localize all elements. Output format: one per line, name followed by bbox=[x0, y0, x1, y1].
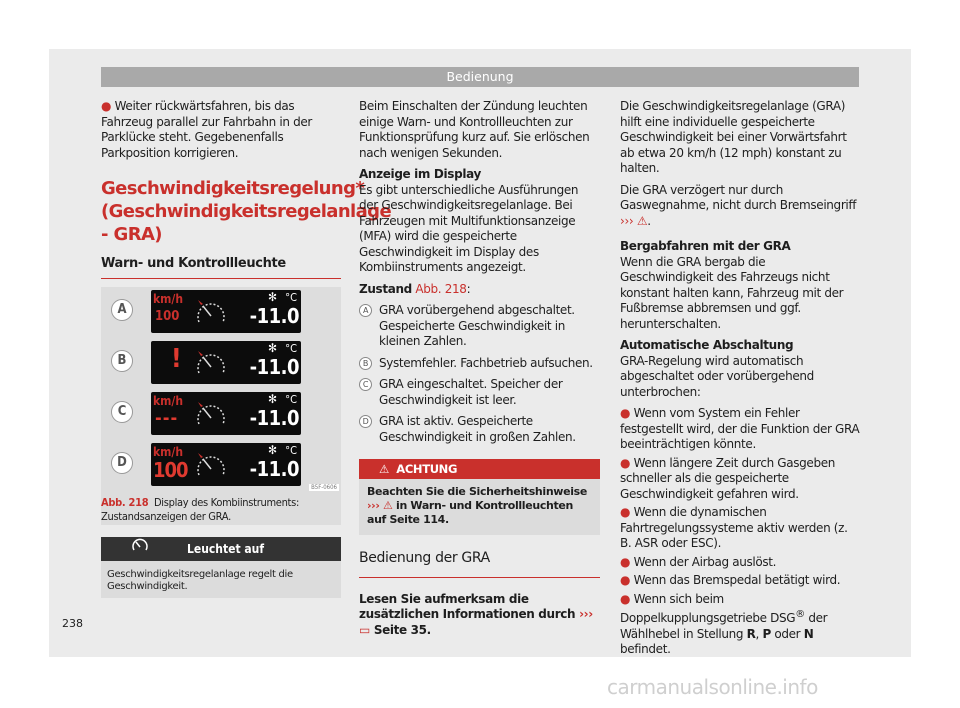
list-item: ● Wenn das Bremspedal betätigt wird. bbox=[620, 573, 841, 587]
bullet-icon: ● bbox=[620, 573, 631, 587]
kmh-label: km/h bbox=[153, 292, 184, 306]
chevron-link-icon[interactable]: ››› bbox=[620, 213, 634, 228]
empty-speed-value: --- bbox=[155, 408, 179, 429]
state-item-a: A GRA vorübergehend abgeschaltet. Gespeicherte Geschwindigkeit in kleinen Zahlen. bbox=[359, 303, 600, 350]
figure-link[interactable]: Abb. 218 bbox=[415, 281, 467, 296]
caption-text: Display des Kombiinstruments: Zustandsanzeigen der GRA. bbox=[101, 496, 300, 523]
row-letter: B bbox=[111, 350, 133, 372]
section-header: Bedienung bbox=[101, 67, 859, 87]
brake-paragraph: Die GRA verzögert nur durch Gaswegnahme, nicht durch Bremseingriff ››› ⚠. bbox=[620, 182, 857, 228]
speedometer-icon bbox=[193, 347, 229, 379]
bullet-icon: ● bbox=[620, 455, 631, 470]
speed-value: 100 bbox=[153, 458, 188, 482]
indicator-table-body: Geschwindigkeitsregelanlage regelt die Geschwindigkeit. bbox=[101, 561, 341, 598]
bullet-icon: ● bbox=[620, 505, 631, 519]
temp-unit: °C bbox=[285, 291, 297, 304]
display-row-c bbox=[101, 389, 341, 438]
bullet-icon: ● bbox=[620, 406, 631, 420]
watermark: carmanualsonline.info bbox=[607, 675, 818, 699]
list-item: ● Wenn sich beim Doppelkupplungsgetriebe DSG® der Wählhebel in Stellung R, P oder N befindet. bbox=[620, 591, 828, 656]
indicator-table-header bbox=[101, 537, 341, 561]
sub-heading: Warn- und Kontrollleuchte bbox=[101, 256, 341, 279]
row-letter: A bbox=[111, 299, 133, 321]
warning-box bbox=[359, 459, 600, 535]
column-1 bbox=[101, 99, 392, 279]
display-row-a bbox=[101, 287, 341, 336]
row-letter: D bbox=[111, 452, 133, 474]
state-item-d: D GRA ist aktiv. Gespeicherte Geschwindigkeit in großen Zahlen. bbox=[359, 414, 600, 445]
temp-unit: °C bbox=[285, 342, 297, 355]
auto-off-paragraph: GRA-Regelung wird automatisch abgeschaltet oder vorübergehend unterbrochen: bbox=[620, 353, 814, 399]
display-heading: Anzeige im Display bbox=[359, 167, 481, 181]
chevron-link-icon[interactable]: ››› bbox=[367, 499, 380, 512]
list-item: ● Wenn der Airbag auslöst. bbox=[620, 554, 777, 569]
temperature-value: -11.0 bbox=[249, 406, 299, 430]
speedometer-icon bbox=[193, 296, 229, 328]
speedometer-icon bbox=[101, 537, 179, 561]
temperature-value: -11.0 bbox=[249, 304, 299, 328]
display-panel bbox=[151, 290, 301, 333]
column-3 bbox=[620, 99, 860, 661]
display-panel bbox=[151, 341, 301, 384]
bullet-paragraph: ● Weiter rückwärtsfahren, bis das Fahrzeug parallel zur Fahrbahn in der Parklücke steht. Gegebenenfalls Parkposition korrigieren. bbox=[101, 99, 312, 160]
speedometer-icon bbox=[193, 398, 229, 430]
downhill-paragraph: Wenn die GRA bergab die Geschwindigkeit des Fahrzeugs nicht konstant halten kann, Fahrzeug mit der Fußbremse abbremsen und ggf. herunterschalten. bbox=[620, 254, 844, 331]
page-number: 238 bbox=[62, 617, 83, 630]
chevron-link-icon[interactable]: ››› bbox=[579, 607, 593, 621]
bullet-icon: ● bbox=[101, 99, 112, 113]
kmh-label: km/h bbox=[153, 445, 184, 459]
kmh-label: km/h bbox=[153, 394, 184, 408]
display-panel bbox=[151, 443, 301, 486]
temperature-value: -11.0 bbox=[249, 457, 299, 481]
zustand-line: Zustand Abb. 218: bbox=[359, 281, 471, 296]
state-item-b: B Systemfehler. Fachbetrieb aufsuchen. bbox=[359, 356, 600, 372]
display-paragraph: Es gibt unterschiedliche Ausführungen der Geschwindigkeitsregelanlage. Bei Fahrzeugen mit Multifunktionsanzeige (MFA) wird die gespeicherte Geschwindigkeit im Display des Kombiinstruments angezeigt. bbox=[359, 182, 579, 274]
main-heading: Geschwindigkeitsregelung* (Geschwindigkeitsregelanlage - GRA) bbox=[101, 178, 392, 245]
intro-paragraph: Beim Einschalten der Zündung leuchten einige Warn- und Kontrollleuchten zur Funktionsprüfung kurz auf. Sie erlöschen nach wenigen Sekunden. bbox=[359, 99, 590, 160]
warning-triangle-icon: ⚠ bbox=[636, 213, 648, 228]
display-panel bbox=[151, 392, 301, 435]
list-item: ● Wenn längere Zeit durch Gasgeben schneller als die gespeicherte Geschwindigkeit gefahren wird. bbox=[620, 455, 836, 501]
state-item-c: C GRA eingeschaltet. Speicher der Geschwindigkeit ist leer. bbox=[359, 377, 600, 408]
speed-value: 100 bbox=[155, 309, 180, 324]
table-header-label: Leuchtet auf bbox=[187, 542, 265, 556]
row-letter: C bbox=[111, 401, 133, 423]
speedometer-icon bbox=[193, 449, 229, 481]
state-letter: D bbox=[359, 415, 372, 428]
temperature-value: -11.0 bbox=[249, 355, 299, 379]
snowflake-icon: ✻ bbox=[267, 341, 277, 355]
bullet-icon: ● bbox=[620, 554, 631, 569]
temp-unit: °C bbox=[285, 444, 297, 457]
figure-code: B5F-0606 bbox=[311, 484, 337, 491]
snowflake-icon: ✻ bbox=[267, 443, 277, 457]
state-letter: A bbox=[359, 304, 372, 317]
display-row-b bbox=[101, 338, 341, 387]
snowflake-icon: ✻ bbox=[267, 290, 277, 304]
error-icon: ! bbox=[171, 344, 182, 374]
state-letter: B bbox=[359, 357, 372, 370]
warning-body: Beachten Sie die Sicherheitshinweise ››› ⚠ in Warn- und Kontrollleuchten auf Seite 114. bbox=[367, 485, 587, 526]
snowflake-icon: ✻ bbox=[267, 392, 277, 406]
state-letter: C bbox=[359, 378, 372, 391]
auto-off-heading: Automatische Abschaltung bbox=[620, 338, 794, 352]
warning-icon: ⚠ bbox=[379, 462, 389, 476]
intro-paragraph: Die Geschwindigkeitsregelanlage (GRA) hilft eine individuelle gespeicherte Geschwindigkeit bei einer Vorwärtsfahrt ab etwa 20 km/h (12 mph) konstant zu halten. bbox=[620, 99, 847, 175]
display-row-d bbox=[101, 440, 341, 489]
downhill-heading: Bergabfahren mit der GRA bbox=[620, 239, 791, 253]
figure-ref: Abb. 218 bbox=[101, 496, 149, 509]
bullet-icon: ● bbox=[620, 591, 631, 606]
temp-unit: °C bbox=[285, 393, 297, 406]
figure-caption bbox=[101, 489, 341, 529]
list-item: ● Wenn die dynamischen Fahrtregelungssysteme aktiv werden (z. B. ASR oder ESC). bbox=[620, 505, 848, 550]
warning-header: ⚠ ACHTUNG bbox=[359, 459, 600, 479]
section-heading: Bedienung der GRA bbox=[359, 551, 600, 578]
list-item: ● Wenn vom System ein Fehler festgestellt wird, der die Funktion der GRA beeinträchtigen könnte. bbox=[620, 406, 860, 451]
column-2 bbox=[359, 99, 600, 644]
warning-triangle-icon: ⚠ bbox=[383, 499, 393, 512]
read-instruction: Lesen Sie aufmerksam die zusätzlichen Informationen durch ››› ▭ Seite 35. bbox=[359, 591, 593, 637]
book-icon: ▭ bbox=[359, 622, 370, 637]
